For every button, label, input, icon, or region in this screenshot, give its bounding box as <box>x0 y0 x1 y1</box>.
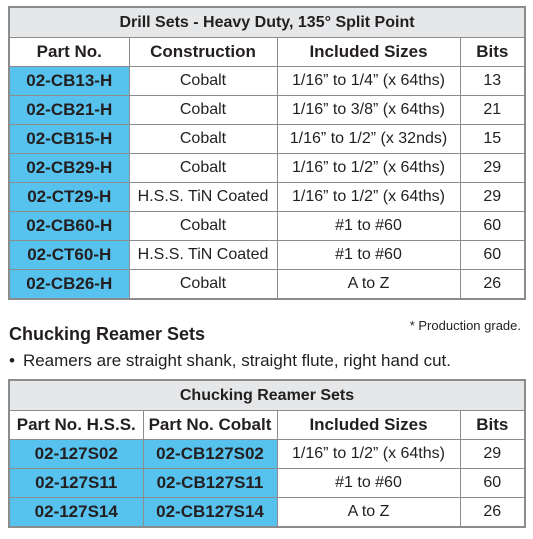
part-number-cobalt: 02-CB127S11 <box>143 469 277 498</box>
production-grade-footnote: * Production grade. <box>409 318 521 333</box>
drill-sets-title: Drill Sets - Heavy Duty, 135° Split Point <box>9 7 525 38</box>
table-row <box>9 270 525 300</box>
part-number-hss: 02-127S14 <box>9 498 143 528</box>
included-sizes: 1/16” to 1/4” (x 64ths) <box>277 67 460 96</box>
part-number-cobalt: 02-CB127S14 <box>143 498 277 528</box>
construction: H.S.S. TiN Coated <box>129 241 277 270</box>
bits-count: 60 <box>460 241 525 270</box>
included-sizes: 1/16” to 1/2” (x 64ths) <box>277 440 460 469</box>
table-title-row <box>9 380 525 411</box>
table-row <box>9 241 525 270</box>
part-number: 02-CT60-H <box>9 241 129 270</box>
part-number-hss: 02-127S11 <box>9 469 143 498</box>
bits-count: 26 <box>460 498 525 528</box>
reamer-sets-title: Chucking Reamer Sets <box>9 380 525 411</box>
included-sizes: 1/16” to 1/2” (x 32nds) <box>277 125 460 154</box>
reamer-sets-table <box>8 379 526 528</box>
bits-count: 15 <box>460 125 525 154</box>
header-included-sizes: Included Sizes <box>277 411 460 440</box>
part-number-cobalt: 02-CB127S02 <box>143 440 277 469</box>
header-part-no: Part No. <box>9 38 129 67</box>
table-header-row <box>9 38 525 67</box>
header-bits: Bits <box>460 411 525 440</box>
table-row <box>9 498 525 528</box>
included-sizes: 1/16” to 1/2” (x 64ths) <box>277 183 460 212</box>
table-title-row <box>9 7 525 38</box>
table-row <box>9 183 525 212</box>
part-number: 02-CB13-H <box>9 67 129 96</box>
construction: Cobalt <box>129 125 277 154</box>
table-header-row <box>9 411 525 440</box>
construction: Cobalt <box>129 67 277 96</box>
table-row <box>9 67 525 96</box>
construction: Cobalt <box>129 270 277 300</box>
construction: H.S.S. TiN Coated <box>129 183 277 212</box>
included-sizes: #1 to #60 <box>277 241 460 270</box>
part-number: 02-CB29-H <box>9 154 129 183</box>
header-bits: Bits <box>460 38 525 67</box>
part-number: 02-CT29-H <box>9 183 129 212</box>
part-number: 02-CB26-H <box>9 270 129 300</box>
included-sizes: 1/16” to 3/8” (x 64ths) <box>277 96 460 125</box>
construction: Cobalt <box>129 154 277 183</box>
table-row <box>9 96 525 125</box>
part-number: 02-CB60-H <box>9 212 129 241</box>
included-sizes: #1 to #60 <box>277 212 460 241</box>
bits-count: 29 <box>460 183 525 212</box>
part-number: 02-CB15-H <box>9 125 129 154</box>
part-number: 02-CB21-H <box>9 96 129 125</box>
part-number-hss: 02-127S02 <box>9 440 143 469</box>
drill-sets-table <box>8 6 526 300</box>
reamer-bullet-text: Reamers are straight shank, straight flute, right hand cut. <box>22 351 451 370</box>
bits-count: 60 <box>460 212 525 241</box>
reamer-section-heading: Chucking Reamer Sets <box>9 324 206 344</box>
included-sizes: A to Z <box>277 498 460 528</box>
header-part-no-cobalt: Part No. Cobalt <box>143 411 277 440</box>
header-construction: Construction <box>129 38 277 67</box>
included-sizes: 1/16” to 1/2” (x 64ths) <box>277 154 460 183</box>
bits-count: 60 <box>460 469 525 498</box>
bits-count: 21 <box>460 96 525 125</box>
table-row <box>9 469 525 498</box>
bits-count: 26 <box>460 270 525 300</box>
construction: Cobalt <box>129 96 277 125</box>
bullet-icon: • <box>9 351 15 370</box>
table-row <box>9 154 525 183</box>
table-row <box>9 212 525 241</box>
bits-count: 13 <box>460 67 525 96</box>
bits-count: 29 <box>460 154 525 183</box>
header-included-sizes: Included Sizes <box>277 38 460 67</box>
bits-count: 29 <box>460 440 525 469</box>
included-sizes: #1 to #60 <box>277 469 460 498</box>
included-sizes: A to Z <box>277 270 460 300</box>
table-row <box>9 440 525 469</box>
construction: Cobalt <box>129 212 277 241</box>
table-row <box>9 125 525 154</box>
header-part-no-hss: Part No. H.S.S. <box>9 411 143 440</box>
reamer-bullet-note <box>9 351 451 371</box>
